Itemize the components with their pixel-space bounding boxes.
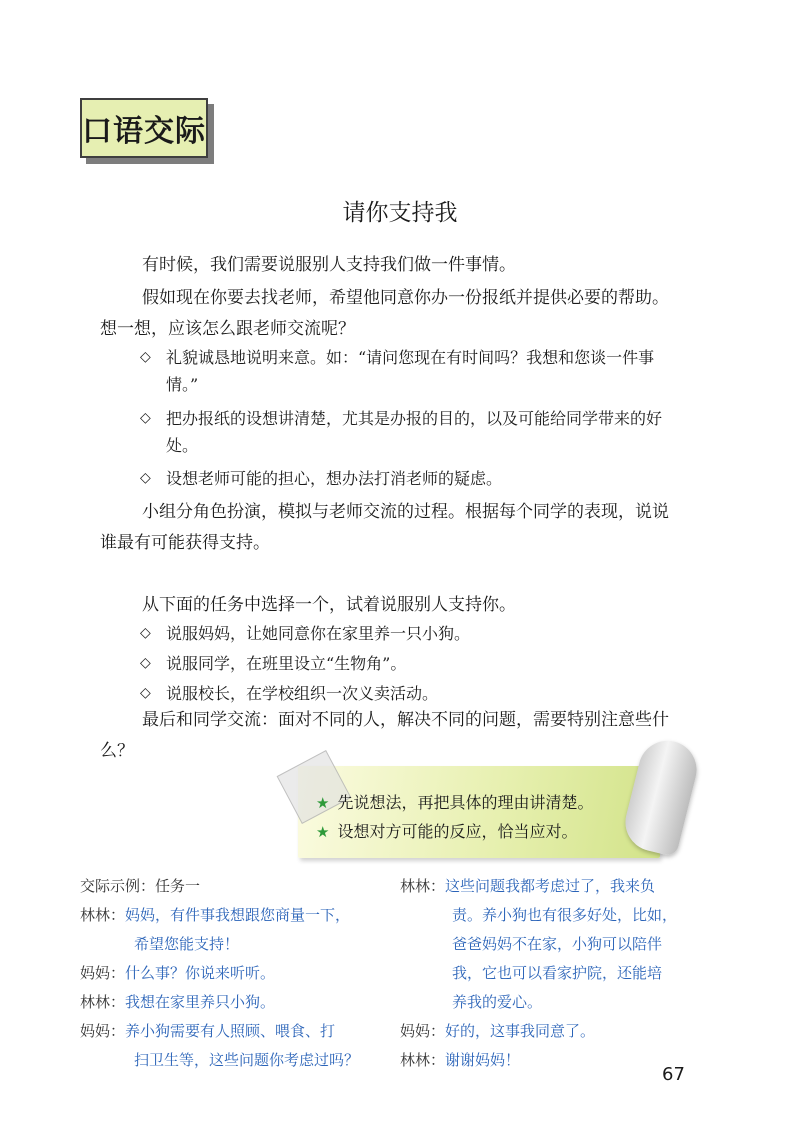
dialogue-line: 妈妈，有件事我想跟您商量一下， — [125, 906, 351, 924]
scenario-point — [140, 344, 680, 398]
dialogue-turn — [80, 901, 350, 930]
tip-text: 先说想法，再把具体的理由讲清楚。 — [337, 793, 594, 812]
dialogue-turn — [80, 959, 275, 988]
speaker-name: 妈妈： — [80, 1022, 126, 1040]
dialogue-line: 谢谢妈妈！ — [445, 1051, 521, 1069]
dialogue-continuation — [134, 930, 239, 959]
dialogue-line: 扫卫生等，这些问题你考虑过吗？ — [134, 1051, 360, 1069]
section-label: 口语交际 — [80, 98, 208, 158]
dialogue-turn — [80, 988, 275, 1017]
dialogue-turn — [80, 1017, 335, 1046]
speaker-name: 林林： — [80, 993, 126, 1011]
dialogue-turn — [400, 1017, 595, 1046]
dialogue-turn — [400, 1046, 520, 1075]
dialogue-line: 养小狗需要有人照顾、喂食、打 — [125, 1022, 336, 1040]
scenario-point-text: 设想老师可能的担心，想办法打消老师的疑虑。 — [166, 469, 503, 488]
dialogue-line: 我想在家里养只小狗。 — [125, 993, 276, 1011]
dialogue-line: 我，它也可以看家护院，还能培 — [452, 964, 663, 982]
dialogue-line: 责。养小狗也有很多好处，比如， — [452, 906, 678, 924]
dialogue-continuation — [452, 901, 677, 930]
dialogue-continuation — [134, 1046, 359, 1075]
scenario-point — [140, 465, 680, 492]
diamond-bullet-icon: ◇ — [140, 655, 151, 671]
lesson-title: 请你支持我 — [342, 200, 458, 226]
speaker-name: 林林： — [400, 1051, 446, 1069]
dialogue-line: 爸爸妈妈不在家，小狗可以陪伴 — [452, 935, 663, 953]
tip-item — [316, 819, 577, 845]
dialogue-continuation — [452, 959, 662, 988]
dialogue-continuation — [452, 988, 542, 1017]
intro-paragraph: 有时候，我们需要说服别人支持我们做一件事情。 — [142, 255, 516, 275]
task-text: 说服妈妈，让她同意你在家里养一只小狗。 — [166, 624, 471, 643]
task-item — [140, 680, 680, 707]
diamond-bullet-icon: ◇ — [140, 625, 151, 641]
dialogue-turn — [400, 872, 655, 901]
speaker-name: 林林： — [400, 877, 446, 895]
dialogue-line: 这些问题我都考虑过了，我来负 — [445, 877, 656, 895]
dialogue-line: 希望您能支持！ — [134, 935, 240, 953]
star-icon: ★ — [316, 794, 330, 812]
dialogue-line: 养我的爱心。 — [452, 993, 543, 1011]
tip-text: 设想对方可能的反应，恰当应对。 — [337, 822, 578, 841]
speaker-name: 妈妈： — [400, 1022, 446, 1040]
roleplay-paragraph: 小组分角色扮演，模拟与老师交流的过程。根据每个同学的表现，说说谁最有可能获得支持。 — [100, 502, 669, 553]
diamond-bullet-icon: ◇ — [140, 410, 151, 426]
choose-paragraph: 从下面的任务中选择一个，试着说服别人支持你。 — [142, 595, 516, 615]
scenario-paragraph: 假如现在你要去找老师，希望他同意你办一份报纸并提供必要的帮助。想一想，应该怎么跟老师交流呢？ — [100, 288, 669, 339]
dialogue-continuation — [452, 930, 662, 959]
page-number: 67 — [662, 1064, 685, 1085]
diamond-bullet-icon: ◇ — [140, 470, 151, 486]
speaker-name: 妈妈： — [80, 964, 126, 982]
scenario-point — [140, 405, 680, 459]
task-text: 说服校长，在学校组织一次义卖活动。 — [166, 684, 439, 703]
tip-item — [316, 790, 593, 816]
dialogue-line: 什么事？你说来听听。 — [125, 964, 276, 982]
final-paragraph: 最后和同学交流：面对不同的人，解决不同的问题，需要特别注意些什么？ — [100, 710, 669, 761]
diamond-bullet-icon: ◇ — [140, 685, 151, 701]
task-item — [140, 650, 680, 677]
scenario-point-text: 把办报纸的设想讲清楚，尤其是办报的目的，以及可能给同学带来的好处。 — [166, 409, 663, 455]
dialogue-line: 好的，这事我同意了。 — [445, 1022, 596, 1040]
star-icon: ★ — [316, 823, 330, 841]
diamond-bullet-icon: ◇ — [140, 349, 151, 365]
task-text: 说服同学，在班里设立“生物角”。 — [166, 654, 407, 673]
scenario-point-text: 礼貌诚恳地说明来意。如：“请问您现在有时间吗？我想和您谈一件事情。” — [166, 348, 655, 394]
task-item — [140, 620, 680, 647]
speaker-name: 林林： — [80, 906, 126, 924]
dialogue-heading: 交际示例：任务一 — [80, 877, 201, 895]
